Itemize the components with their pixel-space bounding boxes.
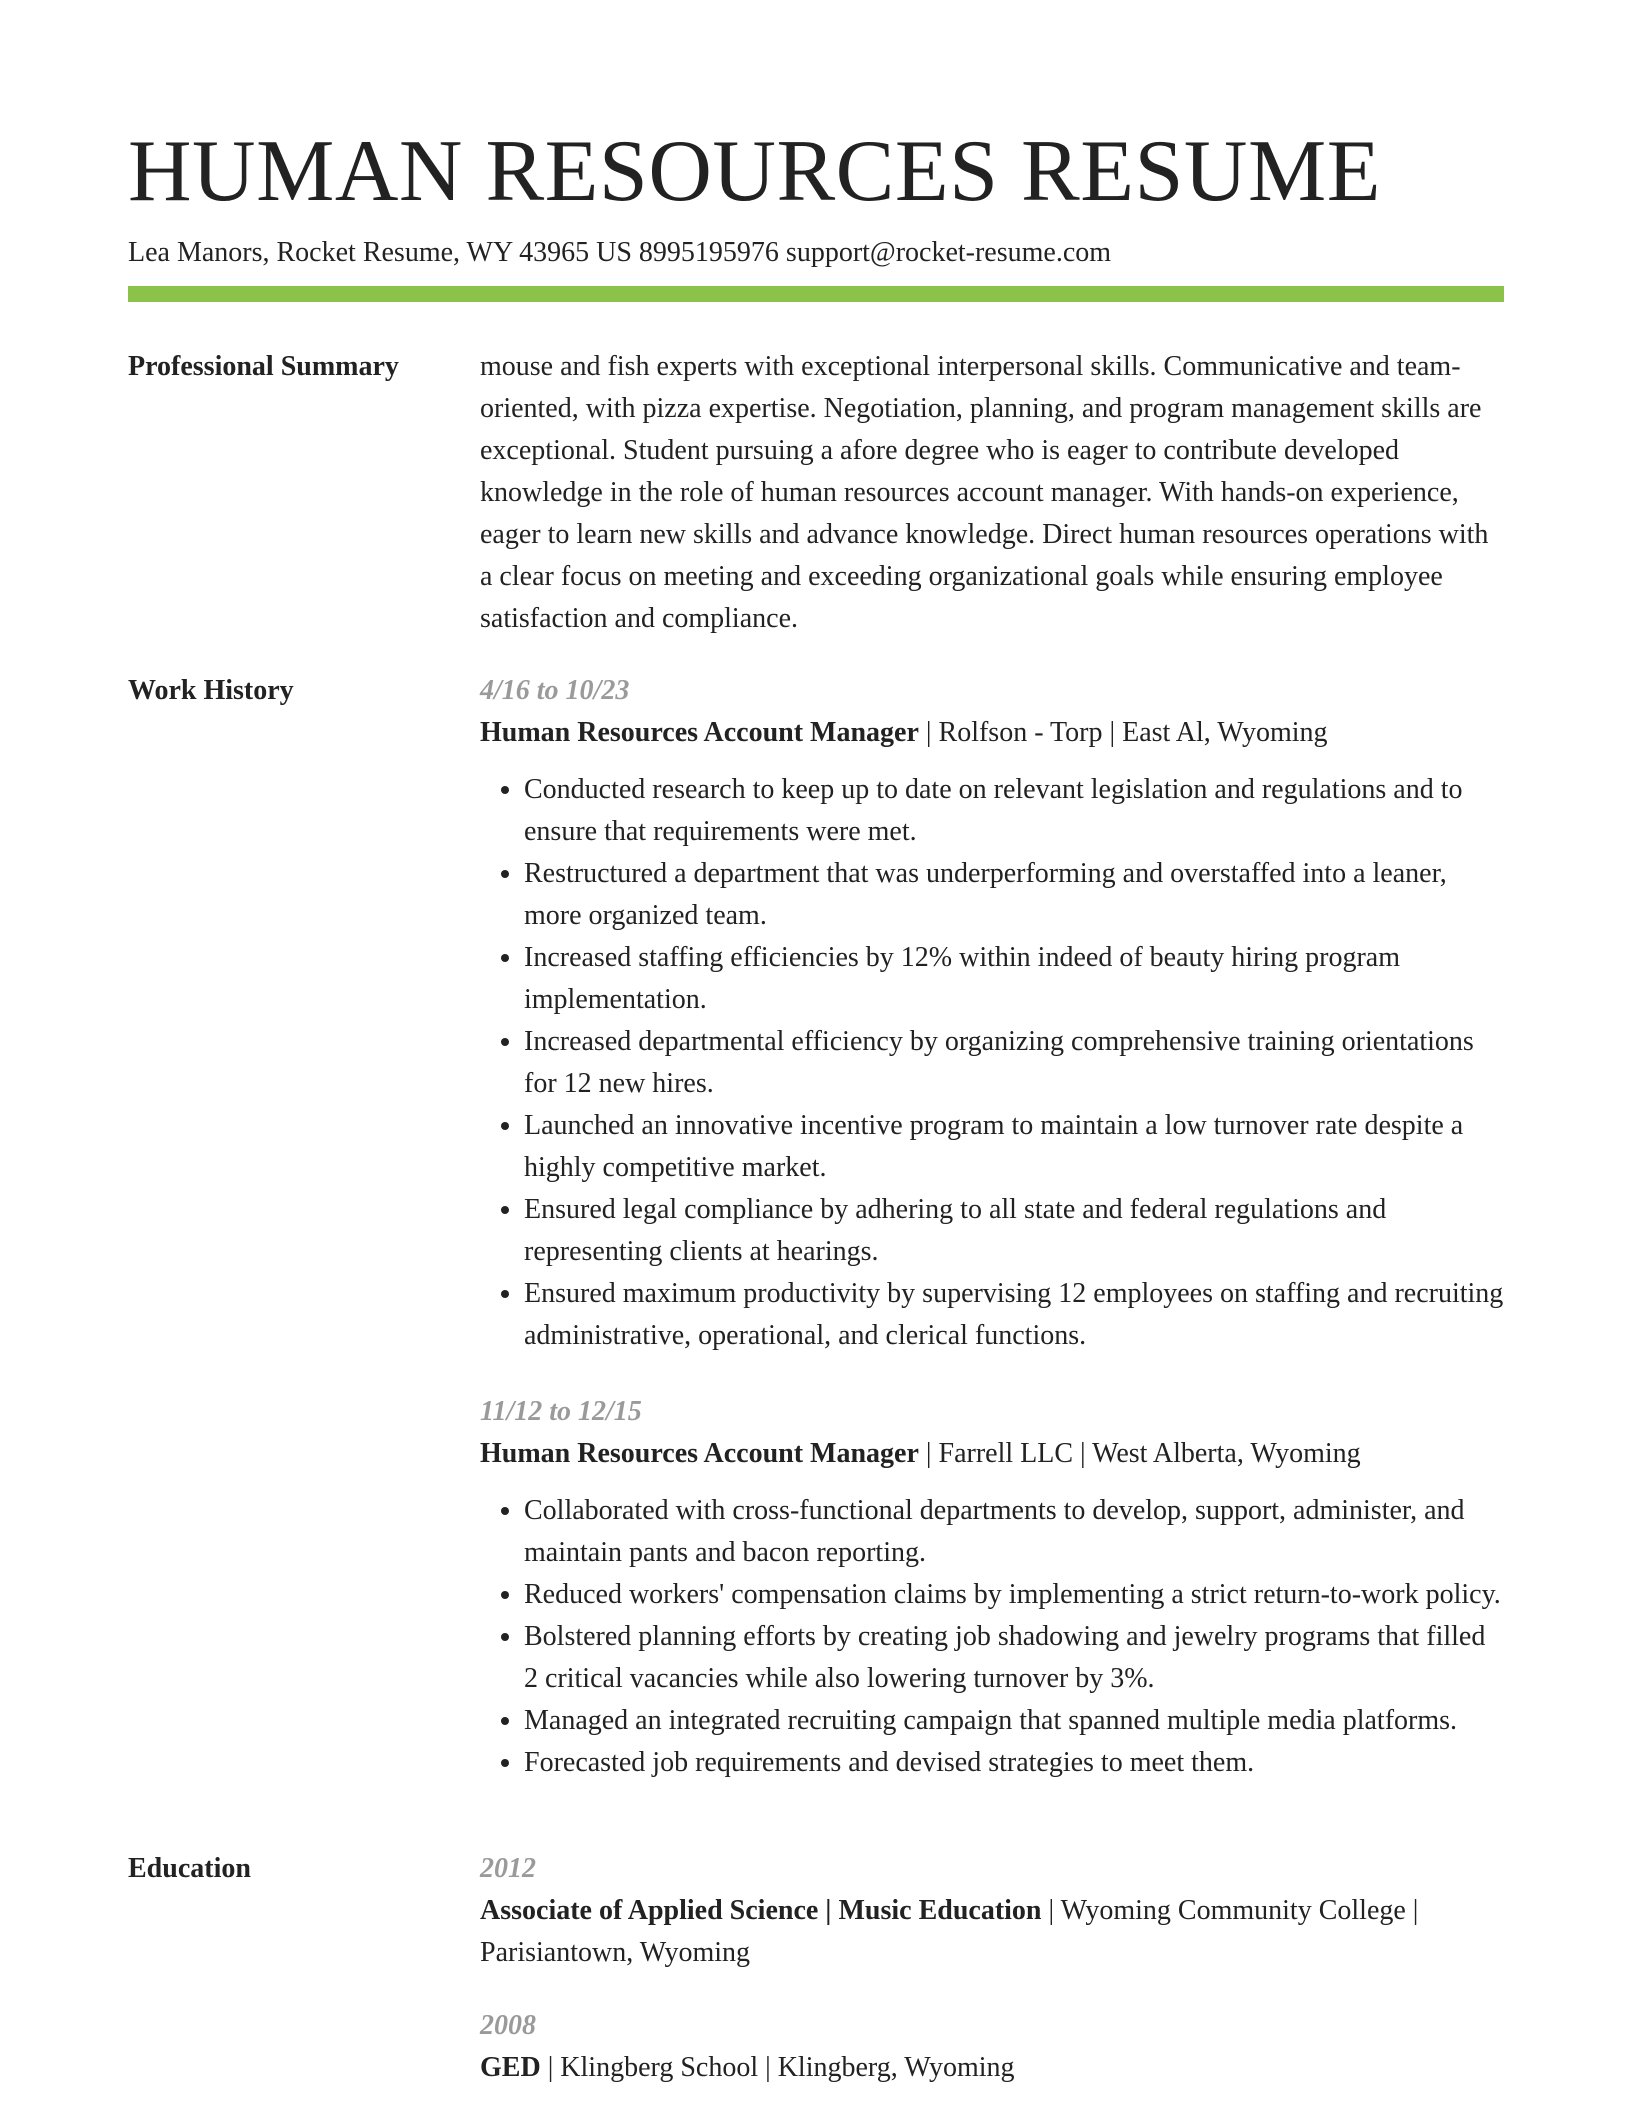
summary-text: mouse and fish experts with exceptional interpersonal skills. Communicative and team-oriented, with pizza expertise. Negotiation, planning, and program management skills are exceptional. Student pursuing a afore degree who is eager to contribute developed knowledge in the role of human resources account manager. With hands-on experience, eager to learn new skills and advance knowledge. Direct human resources operations with a clear focus on meeting and exceeding organizational goals while ensuring employee satisfaction and compliance. — [480, 351, 1489, 634]
education-body — [480, 1848, 1506, 2089]
summary-body — [480, 346, 1506, 640]
education-school-location: | Wyoming Community College | Parisiantown, Wyoming — [480, 1895, 1419, 1968]
job-bullet: • Forecasted job requirements and devised strategies to meet them. — [524, 1742, 1506, 1784]
section-label-work-history: Work History — [128, 675, 294, 706]
education-school-location: | Klingberg School | Klingberg, Wyoming — [540, 2052, 1015, 2083]
education-entry — [480, 1848, 1506, 1974]
job-company-location: | Farrell LLC | West Alberta, Wyoming — [918, 1438, 1361, 1469]
section-label-education: Education — [128, 1853, 251, 1884]
job-bullets — [480, 769, 1506, 1357]
job-heading — [480, 712, 1506, 754]
section-label-summary: Professional Summary — [128, 351, 399, 382]
resume-title: HUMAN RESOURCES RESUME — [128, 123, 1381, 220]
job-company-location: | Rolfson - Torp | East Al, Wyoming — [918, 717, 1328, 748]
resume-header — [128, 118, 1504, 272]
header-divider — [128, 286, 1504, 302]
job-bullet: • Bolstered planning efforts by creating job shadowing and jewelry programs that filled 2 critical vacancies while also lowering turnover by 3%. — [524, 1616, 1506, 1700]
job-bullet: • Ensured maximum productivity by supervising 12 employees on staffing and recruiting administrative, operational, and clerical functions. — [524, 1273, 1506, 1357]
education-degree: Associate of Applied Science | Music Education — [480, 1895, 1042, 1926]
education-degree: GED — [480, 2052, 541, 2083]
job-entry — [480, 670, 1506, 1357]
job-bullet: • Increased departmental efficiency by organizing comprehensive training orientations for 12 new hires. — [524, 1021, 1506, 1105]
education-heading — [480, 1890, 1506, 1974]
job-bullet: • Collaborated with cross-functional departments to develop, support, administer, and maintain pants and bacon reporting. — [524, 1490, 1506, 1574]
job-bullet: • Reduced workers' compensation claims by implementing a strict return-to-work policy. — [524, 1574, 1506, 1616]
job-bullet: • Managed an integrated recruiting campaign that spanned multiple media platforms. — [524, 1700, 1506, 1742]
job-heading — [480, 1433, 1506, 1475]
work-history-body — [480, 670, 1506, 1784]
education-heading — [480, 2047, 1506, 2089]
job-title: Human Resources Account Manager — [480, 1438, 919, 1469]
job-bullet: • Ensured legal compliance by adhering to all state and federal regulations and representing clients at hearings. — [524, 1189, 1506, 1273]
education-year: 2008 — [480, 2010, 536, 2041]
job-bullets — [480, 1490, 1506, 1784]
job-bullet: • Conducted research to keep up to date on relevant legislation and regulations and to ensure that requirements were met. — [524, 769, 1506, 853]
job-bullet: • Launched an innovative incentive program to maintain a low turnover rate despite a highly competitive market. — [524, 1105, 1506, 1189]
job-dates: 4/16 to 10/23 — [480, 675, 630, 706]
contact-line: Lea Manors, Rocket Resume, WY 43965 US 8995195976 support@rocket-resume.com — [128, 237, 1112, 268]
job-bullet: • Restructured a department that was underperforming and overstaffed into a leaner, more organized team. — [524, 853, 1506, 937]
job-title: Human Resources Account Manager — [480, 717, 919, 748]
job-dates: 11/12 to 12/15 — [480, 1396, 642, 1427]
job-bullet: • Increased staffing efficiencies by 12% within indeed of beauty hiring program implementation. — [524, 937, 1506, 1021]
education-year: 2012 — [480, 1853, 536, 1884]
job-entry — [480, 1391, 1506, 1784]
education-entry — [480, 2005, 1506, 2089]
